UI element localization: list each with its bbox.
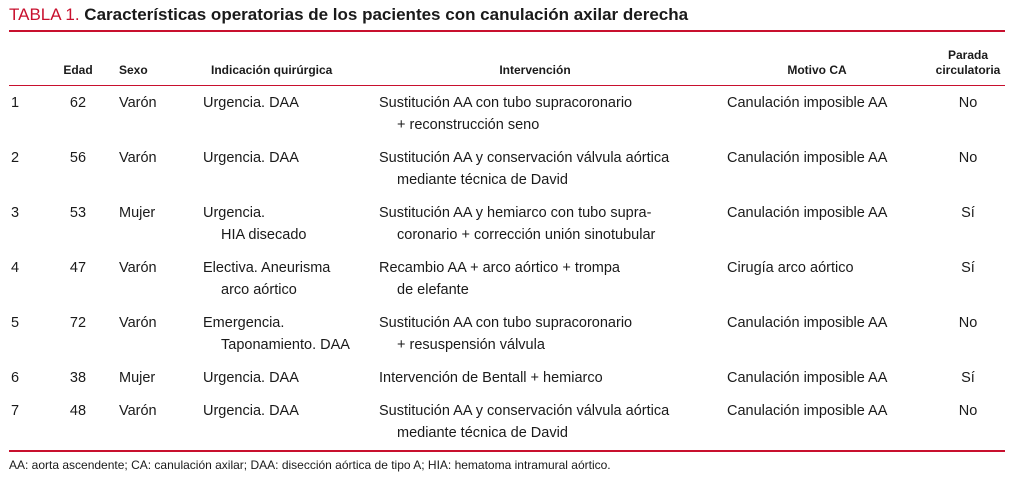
cell-intervencion-line1: Sustitución AA con tubo supracoronario xyxy=(379,315,633,331)
cell-intervencion xyxy=(379,257,620,301)
cell-intervencion-line2: + reconstrucción seno xyxy=(397,117,540,133)
cell-intervencion xyxy=(379,202,655,246)
cell-intervencion-line1: Recambio AA + arco aórtico + trompa xyxy=(379,260,620,276)
header-rule xyxy=(9,85,1005,86)
table-title xyxy=(9,5,688,25)
cell-motivo: Cirugía arco aórtico xyxy=(727,260,854,276)
cell-motivo: Canulación imposible AA xyxy=(727,95,888,111)
bottom-rule xyxy=(9,450,1005,452)
cell-intervencion-line1: Sustitución AA y hemiarco con tubo supra- xyxy=(379,205,652,221)
cell-indicacion-line1: Urgencia. DAA xyxy=(203,150,299,166)
cell-sexo: Mujer xyxy=(119,370,156,386)
cell-intervencion xyxy=(379,400,669,444)
cell-parada: No xyxy=(958,403,978,419)
cell-intervencion-line1: Intervención de Bentall + hemiarco xyxy=(379,370,603,386)
cell-indicacion-line1: Electiva. Aneurisma xyxy=(203,260,331,276)
row-number: 3 xyxy=(11,205,20,221)
header-parada xyxy=(930,48,1006,78)
cell-intervencion-line1: Sustitución AA con tubo supracoronario xyxy=(379,95,633,111)
cell-parada: Sí xyxy=(961,205,975,221)
cell-indicacion xyxy=(203,367,299,389)
cell-edad: 38 xyxy=(69,370,87,386)
row-number: 2 xyxy=(11,150,20,166)
cell-indicacion xyxy=(203,147,299,169)
cell-sexo: Mujer xyxy=(119,205,156,221)
cell-indicacion xyxy=(203,257,330,301)
cell-sexo: Varón xyxy=(119,95,157,111)
cell-intervencion xyxy=(379,92,632,136)
cell-edad: 56 xyxy=(69,150,87,166)
cell-parada: No xyxy=(958,95,978,111)
cell-motivo: Canulación imposible AA xyxy=(727,150,888,166)
row-number: 1 xyxy=(11,95,20,111)
header-indicacion: Indicación quirúrgica xyxy=(211,63,333,77)
cell-indicacion xyxy=(203,312,350,356)
cell-sexo: Varón xyxy=(119,150,157,166)
cell-edad: 48 xyxy=(69,403,87,419)
cell-intervencion xyxy=(379,147,669,191)
table-footnote: AA: aorta ascendente; CA: canulación axilar; DAA: disección aórtica de tipo A; HIA: hematoma intramural aórtico. xyxy=(9,458,611,472)
cell-intervencion-line2: coronario + corrección unión sinotubular xyxy=(397,227,656,243)
cell-indicacion-line1: Urgencia. xyxy=(203,205,266,221)
header-parada-line2: circulatoria xyxy=(935,63,1001,77)
cell-intervencion-line2: + resuspensión válvula xyxy=(397,337,545,353)
cell-indicacion-line1: Urgencia. DAA xyxy=(203,403,299,419)
cell-indicacion-line2: HIA disecado xyxy=(221,227,307,243)
cell-intervencion xyxy=(379,312,632,356)
cell-intervencion xyxy=(379,367,603,389)
cell-indicacion-line2: arco aórtico xyxy=(221,282,297,298)
row-number: 6 xyxy=(11,370,20,386)
table-caption: Características operatorias de los pacientes con canulación axilar derecha xyxy=(84,5,689,24)
cell-motivo: Canulación imposible AA xyxy=(727,205,888,221)
cell-indicacion xyxy=(203,400,299,422)
header-intervencion: Intervención xyxy=(499,63,571,77)
cell-motivo: Canulación imposible AA xyxy=(727,403,888,419)
cell-intervencion-line2: mediante técnica de David xyxy=(397,172,568,188)
cell-indicacion-line1: Emergencia. xyxy=(203,315,285,331)
cell-parada: No xyxy=(958,150,978,166)
header-sexo: Sexo xyxy=(119,63,148,77)
cell-indicacion-line2: Taponamiento. DAA xyxy=(221,337,350,353)
cell-intervencion-line1: Sustitución AA y conservación válvula aórtica xyxy=(379,403,670,419)
cell-edad: 47 xyxy=(69,260,87,276)
row-number: 4 xyxy=(11,260,20,276)
cell-intervencion-line2: mediante técnica de David xyxy=(397,425,568,441)
header-parada-line1: Parada xyxy=(947,48,989,62)
cell-sexo: Varón xyxy=(119,403,157,419)
cell-edad: 72 xyxy=(69,315,87,331)
table-label: TABLA 1. xyxy=(9,5,80,24)
top-rule xyxy=(9,30,1005,32)
row-number: 5 xyxy=(11,315,20,331)
cell-sexo: Varón xyxy=(119,260,157,276)
header-motivo: Motivo CA xyxy=(787,63,847,77)
cell-intervencion-line2: de elefante xyxy=(397,282,469,298)
cell-edad: 62 xyxy=(69,95,87,111)
cell-indicacion xyxy=(203,202,306,246)
cell-indicacion-line1: Urgencia. DAA xyxy=(203,370,299,386)
cell-edad: 53 xyxy=(69,205,87,221)
cell-parada: No xyxy=(958,315,978,331)
cell-motivo: Canulación imposible AA xyxy=(727,370,888,386)
cell-intervencion-line1: Sustitución AA y conservación válvula aórtica xyxy=(379,150,670,166)
cell-indicacion xyxy=(203,92,299,114)
header-edad: Edad xyxy=(63,63,93,77)
cell-sexo: Varón xyxy=(119,315,157,331)
cell-parada: Sí xyxy=(961,260,975,276)
row-number: 7 xyxy=(11,403,20,419)
cell-indicacion-line1: Urgencia. DAA xyxy=(203,95,299,111)
cell-parada: Sí xyxy=(961,370,975,386)
cell-motivo: Canulación imposible AA xyxy=(727,315,888,331)
